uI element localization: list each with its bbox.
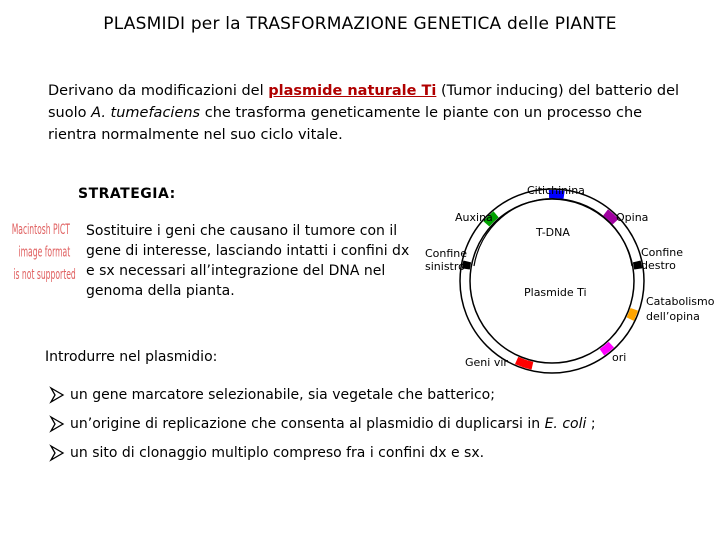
strategy-heading: STRATEGIA: (78, 186, 176, 202)
intro-species: A. tumefaciens (91, 105, 201, 121)
plasmid-intro: Introdurre nel plasmidio: (45, 349, 218, 365)
segment-confine-destro (637, 261, 638, 268)
label-confine-sinistro-2: sinistro (425, 260, 465, 273)
label-confine-sinistro-1: Confine (425, 247, 468, 260)
label-plasmide-ti: Plasmide Ti (524, 286, 587, 299)
strategy-text: Sostituire i geni che causano il tumore con il gene di interesse, lasciando intatti i confini dx e sx necessari all’integrazione del DNA nel genoma della pianta. (86, 223, 410, 299)
label-confine-destro-2: destro (641, 259, 676, 272)
label-auxina: Auxina (455, 211, 493, 224)
label-citichinina: Citichinina (527, 184, 585, 197)
label-confine-destro-1: Confine (641, 246, 684, 259)
intro-text-3: che trasforma geneticamente le piante con un processo che rientra normalmente nel suo ciclo vitale. (48, 105, 643, 143)
bullet-text-part: ; (586, 415, 596, 432)
intro-highlight: plasmide naturale Ti (268, 83, 437, 99)
bullet-text: un gene marcatore selezionabile, sia vegetale che batterico; (70, 386, 495, 403)
bullet-text: un sito di clonaggio multiplo compreso fra i confini dx e sx. (70, 444, 485, 461)
segment-confine-sinistro (466, 261, 467, 268)
bullet-text-part: un’origine di replicazione che consenta al plasmidio di duplicarsi in (70, 415, 545, 432)
label-tdna: T-DNA (536, 226, 570, 239)
page-title: PLASMIDI per la TRASFORMAZIONE GENETICA delle PIANTE (103, 14, 617, 34)
label-ori: ori (612, 351, 627, 364)
segment-catabolismo (630, 309, 634, 319)
label-catabolismo-1: Catabolismo (646, 295, 715, 308)
placeholder-line-2: image format (18, 242, 71, 261)
intro-text-2: (Tumor inducing) del batterio del suolo (48, 83, 680, 121)
label-catabolismo-2: dell’opina (646, 310, 700, 323)
segment-geni-vir (517, 360, 533, 365)
label-geni-vir: Geni vir (465, 356, 508, 369)
label-opina: Opina (616, 211, 649, 224)
placeholder-line-1: Macintosh PICT (11, 220, 70, 238)
placeholder-line-3: is not supported (13, 265, 76, 283)
intro-text: Derivano da modificazioni del (48, 83, 269, 99)
bullet-italic: E. coli (544, 415, 587, 432)
